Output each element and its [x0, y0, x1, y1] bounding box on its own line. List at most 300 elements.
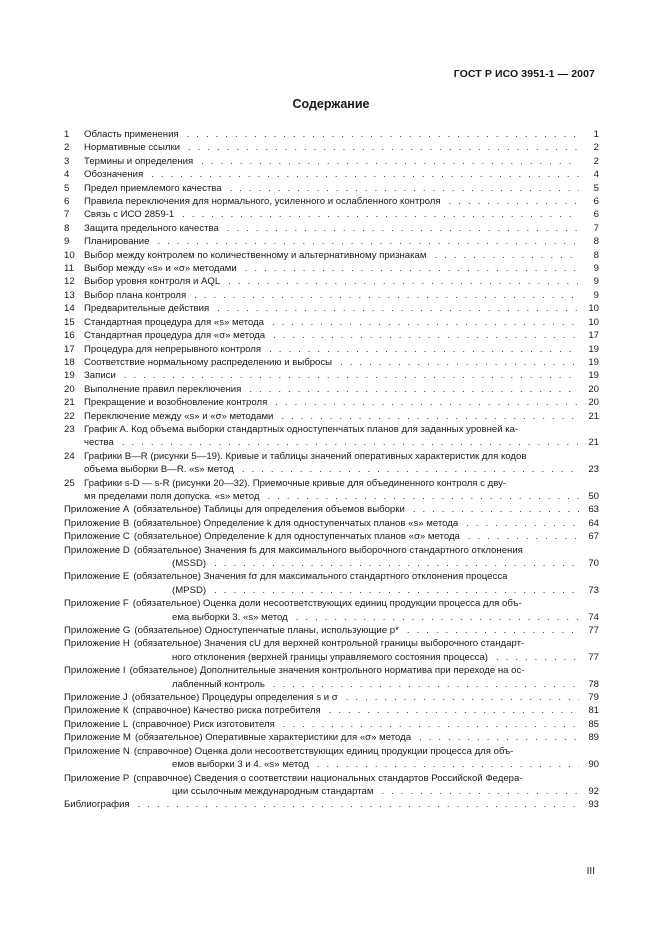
toc-entry-body: [64, 530, 599, 543]
section-number: 22: [64, 410, 75, 422]
toc-entry-11[interactable]: [64, 262, 599, 275]
leader-dots: [186, 289, 579, 302]
leader-dots: [130, 798, 579, 811]
appendix-label: Приложение D: [64, 544, 130, 556]
section-title: Планирование: [84, 236, 150, 248]
leader-dots: [206, 557, 579, 570]
toc-entry-body: [84, 356, 599, 369]
appendix-title: (обязательное) Значения cU для верхней контрольной границы выборочного стандарт-: [133, 638, 525, 650]
toc-entry-appendix[interactable]: [64, 664, 599, 691]
leader-dots: [267, 396, 579, 409]
toc-sections: [64, 128, 599, 503]
section-title: Выбор уровня контроля и AQL: [84, 276, 221, 288]
leader-dots: [288, 611, 579, 624]
toc-entry-body: [64, 718, 599, 731]
toc-entry-body: [84, 262, 599, 275]
appendix-title: (обязательное) Дополнительные значения контрольного норматива при переходе на ос-: [129, 665, 525, 677]
leader-dots: [234, 463, 579, 476]
toc-entry-body: [84, 477, 599, 504]
toc-line: [64, 758, 599, 771]
leader-dots: [209, 302, 579, 315]
toc-line: [64, 624, 599, 637]
toc-line: [84, 195, 599, 208]
appendix-page: 81: [588, 705, 599, 717]
section-title: Прекращение и возобновление контроля: [84, 397, 268, 409]
appendix-page: 73: [588, 584, 599, 596]
toc-entry-appendix[interactable]: [64, 517, 599, 530]
toc-line: [84, 128, 599, 141]
appendix-title: (обязательное) Одноступенчатые планы, использующие p*: [134, 625, 399, 637]
appendix-page: 74: [588, 611, 599, 623]
toc-entry-1[interactable]: [64, 128, 599, 141]
section-title: Графики s-D — s-R (рисунки 20—32). Приемочные кривые для объединенного контроля с дву-: [84, 477, 507, 489]
toc-entry-body: [64, 691, 599, 704]
section-title: Соответствие нормальному распределению и выбросы: [84, 356, 333, 368]
toc-line: [84, 477, 599, 490]
section-page: 19: [588, 356, 599, 368]
section-page: 9: [593, 263, 599, 275]
appendix-page: 78: [588, 678, 599, 690]
toc-line: [64, 597, 599, 610]
toc-line: [64, 557, 599, 570]
appendix-page: 67: [588, 531, 599, 543]
appendix-page: 85: [588, 718, 599, 730]
toc-line: [64, 798, 599, 811]
toc-entry-body: [84, 410, 599, 423]
standard-header: ГОСТ Р ИСО 3951-1 — 2007: [453, 68, 595, 80]
leader-dots: [241, 383, 579, 396]
leader-dots: [219, 222, 579, 235]
section-page: 10: [588, 316, 599, 328]
leader-dots: [411, 731, 579, 744]
bibliography-page: 93: [588, 799, 599, 811]
leader-dots: [260, 490, 579, 503]
leader-dots: [179, 128, 579, 141]
toc-line: [84, 396, 599, 409]
toc-entry-13[interactable]: [64, 289, 599, 302]
toc-entry-body: [84, 396, 599, 409]
section-title: чества: [84, 437, 114, 449]
toc-line: [84, 463, 599, 476]
appendix-label: Приложение J: [64, 692, 128, 704]
section-title: Выбор между контролем по количественному и альтернативному признакам: [84, 249, 427, 261]
section-title: Обозначения: [84, 169, 144, 181]
toc-line: [64, 704, 599, 717]
section-page: 2: [593, 142, 599, 154]
section-page: 21: [588, 437, 599, 449]
toc-entry-18[interactable]: [64, 356, 599, 369]
section-number: 1: [64, 129, 70, 140]
toc-entry-23[interactable]: [64, 423, 599, 450]
section-page: 8: [593, 249, 599, 261]
leader-dots: [206, 584, 579, 597]
leader-dots: [261, 343, 579, 356]
appendix-page: 70: [588, 558, 599, 569]
appendix-label: Приложение М: [64, 732, 131, 744]
leader-dots: [114, 436, 579, 449]
toc-entry-16[interactable]: [64, 329, 599, 342]
appendix-label: Приложение N: [64, 745, 130, 757]
section-number: 12: [64, 276, 75, 288]
toc-line: [84, 222, 599, 235]
section-title: Записи: [84, 370, 116, 382]
toc-entry-body: [84, 329, 599, 342]
section-page: 50: [588, 490, 599, 502]
section-page: 10: [588, 303, 599, 315]
toc-entry-body: [84, 289, 599, 302]
leader-dots: [275, 718, 579, 731]
section-number: 13: [64, 289, 75, 301]
appendix-label: Приложение В: [64, 517, 130, 529]
appendix-title: (справочное) Оценка доли несоответствующих единиц продукции процесса для объ-: [133, 745, 514, 757]
toc-entry-body: [64, 664, 599, 691]
appendix-title: (MSSD): [172, 558, 207, 569]
toc-entry-appendix[interactable]: [64, 637, 599, 664]
section-page: 6: [593, 209, 599, 221]
toc-entry-appendix[interactable]: [64, 772, 599, 799]
appendix-page: 90: [588, 759, 599, 771]
toc-entry-12[interactable]: [64, 275, 599, 288]
toc-entry-body: [64, 745, 599, 772]
section-number: 6: [64, 196, 70, 208]
toc-entry-appendix[interactable]: [64, 530, 599, 543]
page-title: Содержание: [292, 97, 370, 111]
section-title: Нормативные ссылки: [84, 142, 181, 154]
toc-line: [84, 329, 599, 342]
appendix-title: (справочное) Сведения о соответствии национальных стандартов Российской Федера-: [133, 772, 523, 784]
section-title: Защита предельного качества: [84, 222, 219, 234]
section-page: 6: [593, 196, 599, 208]
toc-entry-body: [84, 141, 599, 154]
page-number: III: [586, 866, 595, 877]
toc-line: [64, 503, 599, 516]
toc-line: [84, 356, 599, 369]
toc-entry-appendix[interactable]: [64, 745, 599, 772]
section-number: 17: [64, 343, 75, 355]
toc-line: [84, 490, 599, 503]
toc-line: [84, 383, 599, 396]
section-title: объема выборки В—R. «s» метод: [84, 464, 234, 476]
leader-dots: [264, 316, 579, 329]
section-number: 23: [64, 423, 75, 435]
section-number: 19: [64, 370, 75, 382]
section-number: 25: [64, 477, 75, 489]
section-page: 9: [593, 289, 599, 301]
section-title: Выполнение правил переключения: [84, 383, 242, 395]
toc-entry-15[interactable]: [64, 316, 599, 329]
appendix-label: Приложение I: [64, 665, 126, 677]
section-title: Графики В—R (рисунки 5—19). Кривые и таблицы значений оперативных характеристик для кодов: [84, 450, 527, 462]
toc-line: [64, 611, 599, 624]
appendix-page: 92: [588, 785, 599, 797]
section-number: 4: [64, 169, 70, 181]
appendix-title: емов выборки 3 и 4. «s» метод: [172, 759, 309, 771]
toc-entry-body: [84, 302, 599, 315]
section-page: 17: [588, 330, 599, 342]
section-title: График А. Код объема выборки стандартных одноступенчатых планов для заданных уровней ка-: [84, 423, 519, 435]
leader-dots: [265, 329, 579, 342]
toc-entry-9[interactable]: [64, 235, 599, 248]
section-number: 16: [64, 330, 75, 342]
section-title: Область применения: [84, 129, 179, 140]
section-number: 2: [64, 142, 70, 154]
toc-line: [64, 544, 599, 557]
toc-entry-appendix[interactable]: [64, 718, 599, 731]
appendix-label: Приложение Р: [64, 772, 130, 784]
toc-entry-body: [84, 128, 599, 141]
toc-entry-body: [84, 343, 599, 356]
toc-line: [84, 182, 599, 195]
section-number: 9: [64, 236, 70, 248]
toc-entry-appendix[interactable]: [64, 570, 599, 597]
toc-entry-appendix[interactable]: [64, 503, 599, 516]
appendix-title: (обязательное) Оценка доли несоответствующих единиц продукции процесса для объ-: [132, 598, 522, 610]
section-title: Предел приемлемого качества: [84, 182, 222, 194]
appendix-title: (обязательное) Таблицы для определения объемов выборки: [133, 504, 405, 516]
leader-dots: [116, 369, 579, 382]
leader-dots: [405, 503, 579, 516]
appendix-label: Приложение G: [64, 625, 131, 637]
toc-entry-body: [84, 383, 599, 396]
appendix-title: (обязательное) Значения fσ для максимального стандартного отклонения процесса: [133, 571, 508, 583]
appendix-page: 89: [588, 732, 599, 744]
toc-line: [84, 249, 599, 262]
toc-line: [84, 141, 599, 154]
section-page: 5: [593, 182, 599, 194]
leader-dots: [193, 155, 579, 168]
leader-dots: [265, 678, 579, 691]
section-title: Стандартная процедура для «s» метода: [84, 316, 264, 328]
toc-line: [64, 570, 599, 583]
toc-line: [64, 745, 599, 758]
appendix-title: (обязательное) Значения fs для максимального выборочного стандартного отклонения: [133, 544, 523, 556]
toc-entry-appendix[interactable]: [64, 704, 599, 717]
toc-entry-4[interactable]: [64, 168, 599, 181]
section-page: 20: [588, 397, 599, 409]
leader-dots: [373, 785, 579, 798]
toc-entry-appendix[interactable]: [64, 624, 599, 637]
section-title: Термины и определения: [84, 155, 194, 167]
toc-entry-5[interactable]: [64, 182, 599, 195]
toc-entry-17[interactable]: [64, 343, 599, 356]
appendix-label: Приложение С: [64, 531, 130, 543]
appendix-title: (обязательное) Определение k для одноступенчатых планов «σ» метода: [133, 531, 460, 543]
leader-dots: [321, 704, 579, 717]
toc-line: [64, 718, 599, 731]
toc-line: [84, 275, 599, 288]
toc-line: [84, 168, 599, 181]
section-title: Процедура для непрерывного контроля: [84, 343, 262, 355]
section-number: 14: [64, 303, 75, 315]
section-page: 19: [588, 343, 599, 355]
toc-entry-bibliography[interactable]: [64, 798, 599, 811]
toc-entry-8[interactable]: [64, 222, 599, 235]
toc-line: [84, 302, 599, 315]
toc-appendices: [64, 503, 599, 798]
toc-entry-7[interactable]: [64, 208, 599, 221]
section-number: 10: [64, 249, 75, 261]
toc-line: [84, 436, 599, 449]
leader-dots: [273, 410, 579, 423]
toc-entry-appendix[interactable]: [64, 544, 599, 571]
toc-line: [84, 369, 599, 382]
leader-dots: [180, 141, 579, 154]
toc-entry-6[interactable]: [64, 195, 599, 208]
section-number: 5: [64, 182, 70, 194]
leader-dots: [309, 758, 579, 771]
toc-line: [84, 155, 599, 168]
toc-entry-3[interactable]: [64, 155, 599, 168]
toc-entry-body: [64, 544, 599, 571]
leader-dots: [222, 182, 579, 195]
toc-entry-body: [64, 624, 599, 637]
toc-line: [84, 316, 599, 329]
table-of-contents: [64, 128, 599, 812]
section-page: 7: [593, 222, 599, 234]
leader-dots: [458, 517, 579, 530]
toc-entry-body: [84, 195, 599, 208]
appendix-label: Приложение Е: [64, 571, 130, 583]
section-title: Переключение между «s» и «σ» методами: [84, 410, 274, 422]
toc-entry-body: [64, 637, 599, 664]
toc-entry-body: [84, 235, 599, 248]
toc-line: [84, 423, 599, 436]
leader-dots: [143, 168, 579, 181]
section-number: 15: [64, 316, 75, 328]
appendix-title: (MPSD): [172, 584, 207, 596]
toc-entry-body: [84, 168, 599, 181]
toc-line: [64, 637, 599, 650]
toc-entry-appendix[interactable]: [64, 691, 599, 704]
section-number: 21: [64, 397, 75, 409]
section-title: Выбор между «s» и «σ» методами: [84, 263, 237, 275]
toc-entry-body: [64, 772, 599, 799]
toc-entry-10[interactable]: [64, 249, 599, 262]
toc-line: [84, 289, 599, 302]
toc-line: [84, 450, 599, 463]
appendix-label: Приложение Н: [64, 638, 130, 650]
toc-entry-20[interactable]: [64, 383, 599, 396]
appendix-page: 63: [588, 504, 599, 516]
toc-entry-body: [84, 222, 599, 235]
appendix-page: 77: [588, 651, 599, 663]
toc-entry-body: [84, 369, 599, 382]
leader-dots: [338, 691, 579, 704]
toc-line: [64, 664, 599, 677]
bibliography-label: Библиография: [64, 799, 130, 811]
section-page: 19: [588, 370, 599, 382]
leader-dots: [488, 651, 579, 664]
toc-line: [64, 651, 599, 664]
section-number: 7: [64, 209, 70, 221]
toc-line: [84, 343, 599, 356]
toc-line: [64, 731, 599, 744]
appendix-title: ции ссылочным международным стандартам: [172, 785, 374, 797]
toc-entry-body: [84, 275, 599, 288]
section-page: 1: [593, 129, 599, 140]
toc-line: [64, 691, 599, 704]
leader-dots: [332, 356, 579, 369]
section-number: 11: [64, 263, 74, 275]
section-page: 2: [593, 155, 599, 167]
appendix-title: (справочное) Качество риска потребителя: [132, 705, 321, 717]
toc-entry-body: [64, 503, 599, 516]
section-number: 20: [64, 383, 75, 395]
appendix-title: (обязательное) Определение k для одноступенчатых планов «s» метода: [133, 517, 459, 529]
toc-entry-21[interactable]: [64, 396, 599, 409]
appendix-page: 64: [588, 517, 599, 529]
appendix-label: Приложение F: [64, 598, 129, 610]
appendix-page: 79: [588, 692, 599, 704]
appendix-title: (обязательное) Оперативные характеристики для «σ» метода: [134, 732, 412, 744]
section-number: 18: [64, 356, 75, 368]
appendix-label: Приложение L: [64, 718, 129, 730]
toc-entry-body: [84, 249, 599, 262]
leader-dots: [460, 530, 579, 543]
toc-entry-appendix[interactable]: [64, 731, 599, 744]
section-title: Стандартная процедура для «σ» метода: [84, 330, 266, 342]
leader-dots: [174, 208, 579, 221]
toc-line: [64, 785, 599, 798]
section-title: Выбор плана контроля: [84, 289, 187, 301]
section-title: мя пределами поля допуска. «s» метод: [84, 490, 260, 502]
toc-line: [64, 772, 599, 785]
toc-entry-body: [84, 182, 599, 195]
leader-dots: [399, 624, 579, 637]
section-page: 23: [588, 464, 599, 476]
section-title: Предварительные действия: [84, 303, 210, 315]
toc-line: [64, 530, 599, 543]
section-number: 3: [64, 155, 70, 167]
toc-line: [84, 208, 599, 221]
appendix-label: Приложение К: [64, 705, 129, 717]
toc-entry-24[interactable]: [64, 450, 599, 477]
leader-dots: [237, 262, 579, 275]
section-page: 4: [593, 169, 599, 181]
toc-entry-body: [84, 155, 599, 168]
toc-entry-body: [64, 570, 599, 597]
section-title: Правила переключения для нормального, усиленного и ослабленного контроля: [84, 196, 441, 208]
toc-line: [64, 584, 599, 597]
appendix-title: лабленный контроль: [172, 678, 265, 690]
toc-entry-19[interactable]: [64, 369, 599, 382]
toc-entry-22[interactable]: [64, 410, 599, 423]
section-page: 9: [593, 276, 599, 288]
toc-entry-appendix[interactable]: [64, 597, 599, 624]
leader-dots: [149, 235, 579, 248]
toc-entry-25[interactable]: [64, 477, 599, 504]
leader-dots: [441, 195, 579, 208]
appendix-title: ного отклонения (верхней границы управляемого состояния процесса): [172, 651, 488, 663]
appendix-page: 77: [588, 625, 599, 637]
toc-entry-body: [64, 517, 599, 530]
leader-dots: [426, 249, 579, 262]
toc-entry-body: [64, 798, 599, 811]
toc-entry-2[interactable]: [64, 141, 599, 154]
section-page: 21: [588, 410, 599, 422]
section-page: 20: [588, 383, 599, 395]
toc-entry-14[interactable]: [64, 302, 599, 315]
toc-entry-body: [84, 423, 599, 450]
toc-entry-body: [84, 316, 599, 329]
toc-line: [84, 262, 599, 275]
toc-entry-body: [64, 731, 599, 744]
toc-entry-body: [64, 597, 599, 624]
section-number: 8: [64, 222, 70, 234]
toc-entry-body: [64, 704, 599, 717]
appendix-title: (справочное) Риск изготовителя: [132, 718, 275, 730]
section-number: 24: [64, 450, 75, 462]
